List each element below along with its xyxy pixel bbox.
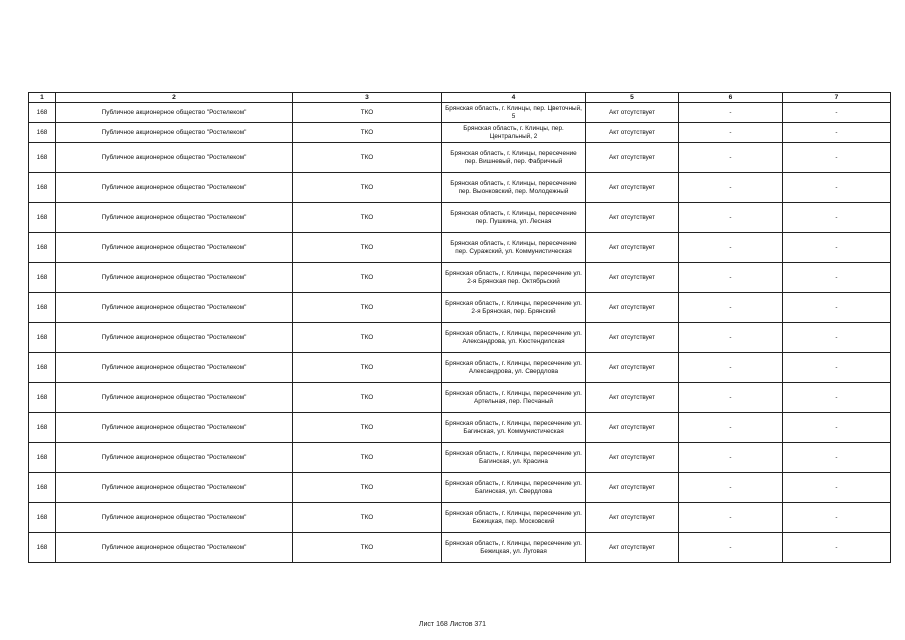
address-cell: Брянская область, г. Клинцы, пересечение пер. Суражский, ул. Коммунистическая xyxy=(442,233,586,263)
row-number: 168 xyxy=(29,103,56,123)
table-row xyxy=(29,123,891,143)
col6-cell: - xyxy=(679,123,783,143)
table-row xyxy=(29,383,891,413)
col7-cell: - xyxy=(783,413,891,443)
header-row xyxy=(29,93,891,103)
address-cell: Брянская область, г. Клинцы, пересечение ул. Артельная, пер. Песчаный xyxy=(442,383,586,413)
type-cell: ТКО xyxy=(293,503,442,533)
owner-cell: Публичное акционерное общество "Ростелеком" xyxy=(56,353,293,383)
table-row xyxy=(29,533,891,563)
act-cell: Акт отсутствует xyxy=(586,143,679,173)
row-number: 168 xyxy=(29,323,56,353)
col6-cell: - xyxy=(679,233,783,263)
owner-cell: Публичное акционерное общество "Ростелеком" xyxy=(56,123,293,143)
table-body xyxy=(29,103,891,563)
address-cell: Брянская область, г. Клинцы, пересечение ул. Александрова, ул. Кюстендилская xyxy=(442,323,586,353)
type-cell: ТКО xyxy=(293,203,442,233)
col7-cell: - xyxy=(783,123,891,143)
type-cell: ТКО xyxy=(293,293,442,323)
act-cell: Акт отсутствует xyxy=(586,203,679,233)
row-number: 168 xyxy=(29,293,56,323)
col6-cell: - xyxy=(679,443,783,473)
table-row xyxy=(29,443,891,473)
col6-cell: - xyxy=(679,383,783,413)
address-cell: Брянская область, г. Клинцы, пер. Цветочный, 5 xyxy=(442,103,586,123)
act-cell: Акт отсутствует xyxy=(586,383,679,413)
col7-cell: - xyxy=(783,203,891,233)
type-cell: ТКО xyxy=(293,353,442,383)
table-row xyxy=(29,173,891,203)
col7-cell: - xyxy=(783,503,891,533)
table-row xyxy=(29,413,891,443)
owner-cell: Публичное акционерное общество "Ростелеком" xyxy=(56,293,293,323)
col7-cell: - xyxy=(783,383,891,413)
col6-cell: - xyxy=(679,353,783,383)
row-number: 168 xyxy=(29,173,56,203)
owner-cell: Публичное акционерное общество "Ростелеком" xyxy=(56,323,293,353)
row-number: 168 xyxy=(29,143,56,173)
type-cell: ТКО xyxy=(293,323,442,353)
header-col-5: 5 xyxy=(586,93,679,103)
act-cell: Акт отсутствует xyxy=(586,503,679,533)
col7-cell: - xyxy=(783,293,891,323)
act-cell: Акт отсутствует xyxy=(586,323,679,353)
type-cell: ТКО xyxy=(293,443,442,473)
act-cell: Акт отсутствует xyxy=(586,353,679,383)
type-cell: ТКО xyxy=(293,383,442,413)
owner-cell: Публичное акционерное общество "Ростелеком" xyxy=(56,473,293,503)
col7-cell: - xyxy=(783,263,891,293)
col6-cell: - xyxy=(679,293,783,323)
col7-cell: - xyxy=(783,353,891,383)
row-number: 168 xyxy=(29,413,56,443)
address-cell: Брянская область, г. Клинцы, пересечение ул. Багинская, ул. Коммунистическая xyxy=(442,413,586,443)
type-cell: ТКО xyxy=(293,103,442,123)
act-cell: Акт отсутствует xyxy=(586,233,679,263)
registry-table xyxy=(28,92,891,563)
col7-cell: - xyxy=(783,323,891,353)
table-row xyxy=(29,293,891,323)
row-number: 168 xyxy=(29,473,56,503)
type-cell: ТКО xyxy=(293,143,442,173)
col7-cell: - xyxy=(783,233,891,263)
address-cell: Брянская область, г. Клинцы, пересечение ул. Багинская, ул. Красина xyxy=(442,443,586,473)
owner-cell: Публичное акционерное общество "Ростелеком" xyxy=(56,173,293,203)
address-cell: Брянская область, г. Клинцы, пересечение пер. Пушкина, ул. Лесная xyxy=(442,203,586,233)
address-cell: Брянская область, г. Клинцы, пересечение ул. Бежицкая, пер. Московский xyxy=(442,503,586,533)
col7-cell: - xyxy=(783,143,891,173)
row-number: 168 xyxy=(29,263,56,293)
col6-cell: - xyxy=(679,473,783,503)
col7-cell: - xyxy=(783,103,891,123)
header-col-6: 6 xyxy=(679,93,783,103)
act-cell: Акт отсутствует xyxy=(586,293,679,323)
table-row xyxy=(29,503,891,533)
col6-cell: - xyxy=(679,503,783,533)
row-number: 168 xyxy=(29,533,56,563)
owner-cell: Публичное акционерное общество "Ростелеком" xyxy=(56,503,293,533)
col7-cell: - xyxy=(783,473,891,503)
act-cell: Акт отсутствует xyxy=(586,123,679,143)
table-row xyxy=(29,323,891,353)
type-cell: ТКО xyxy=(293,173,442,203)
type-cell: ТКО xyxy=(293,473,442,503)
type-cell: ТКО xyxy=(293,533,442,563)
type-cell: ТКО xyxy=(293,123,442,143)
col6-cell: - xyxy=(679,413,783,443)
table-header xyxy=(29,93,891,103)
type-cell: ТКО xyxy=(293,263,442,293)
act-cell: Акт отсутствует xyxy=(586,263,679,293)
owner-cell: Публичное акционерное общество "Ростелеком" xyxy=(56,143,293,173)
address-cell: Брянская область, г. Клинцы, пересечение ул. 2-я Брянская, пер. Брянский xyxy=(442,293,586,323)
col6-cell: - xyxy=(679,173,783,203)
owner-cell: Публичное акционерное общество "Ростелеком" xyxy=(56,233,293,263)
header-col-3: 3 xyxy=(293,93,442,103)
table-row xyxy=(29,103,891,123)
address-cell: Брянская область, г. Клинцы, пересечение ул. Бежицкая, ул. Луговая xyxy=(442,533,586,563)
owner-cell: Публичное акционерное общество "Ростелеком" xyxy=(56,533,293,563)
page-footer: Лист 168 Листов 371 xyxy=(418,621,487,628)
col6-cell: - xyxy=(679,263,783,293)
table-row xyxy=(29,263,891,293)
table-row xyxy=(29,143,891,173)
address-cell: Брянская область, г. Клинцы, пересечение ул. Багинская, ул. Свердлова xyxy=(442,473,586,503)
table-row xyxy=(29,203,891,233)
header-col-4: 4 xyxy=(442,93,586,103)
table-row xyxy=(29,473,891,503)
col6-cell: - xyxy=(679,203,783,233)
col7-cell: - xyxy=(783,173,891,203)
address-cell: Брянская область, г. Клинцы, пересечение ул. 2-я Брянская пер. Октябрьский xyxy=(442,263,586,293)
col7-cell: - xyxy=(783,533,891,563)
table-row xyxy=(29,233,891,263)
type-cell: ТКО xyxy=(293,233,442,263)
owner-cell: Публичное акционерное общество "Ростелеком" xyxy=(56,103,293,123)
row-number: 168 xyxy=(29,233,56,263)
col6-cell: - xyxy=(679,323,783,353)
header-col-7: 7 xyxy=(783,93,891,103)
header-col-2: 2 xyxy=(56,93,293,103)
address-cell: Брянская область, г. Клинцы, пер. Центральный, 2 xyxy=(442,123,586,143)
row-number: 168 xyxy=(29,443,56,473)
row-number: 168 xyxy=(29,123,56,143)
owner-cell: Публичное акционерное общество "Ростелеком" xyxy=(56,203,293,233)
address-cell: Брянская область, г. Клинцы, пересечение пер. Выонковский, пер. Молодежный xyxy=(442,173,586,203)
owner-cell: Публичное акционерное общество "Ростелеком" xyxy=(56,263,293,293)
row-number: 168 xyxy=(29,353,56,383)
table-row xyxy=(29,353,891,383)
owner-cell: Публичное акционерное общество "Ростелеком" xyxy=(56,383,293,413)
act-cell: Акт отсутствует xyxy=(586,473,679,503)
address-cell: Брянская область, г. Клинцы, пересечение ул. Александрова, ул. Свердлова xyxy=(442,353,586,383)
act-cell: Акт отсутствует xyxy=(586,103,679,123)
col6-cell: - xyxy=(679,533,783,563)
act-cell: Акт отсутствует xyxy=(586,173,679,203)
row-number: 168 xyxy=(29,383,56,413)
row-number: 168 xyxy=(29,203,56,233)
act-cell: Акт отсутствует xyxy=(586,413,679,443)
col6-cell: - xyxy=(679,103,783,123)
col7-cell: - xyxy=(783,443,891,473)
col6-cell: - xyxy=(679,143,783,173)
owner-cell: Публичное акционерное общество "Ростелеком" xyxy=(56,443,293,473)
type-cell: ТКО xyxy=(293,413,442,443)
header-col-1: 1 xyxy=(29,93,56,103)
address-cell: Брянская область, г. Клинцы, пересечение пер. Вишневый, пер. Фабричный xyxy=(442,143,586,173)
act-cell: Акт отсутствует xyxy=(586,443,679,473)
owner-cell: Публичное акционерное общество "Ростелеком" xyxy=(56,413,293,443)
act-cell: Акт отсутствует xyxy=(586,533,679,563)
row-number: 168 xyxy=(29,503,56,533)
